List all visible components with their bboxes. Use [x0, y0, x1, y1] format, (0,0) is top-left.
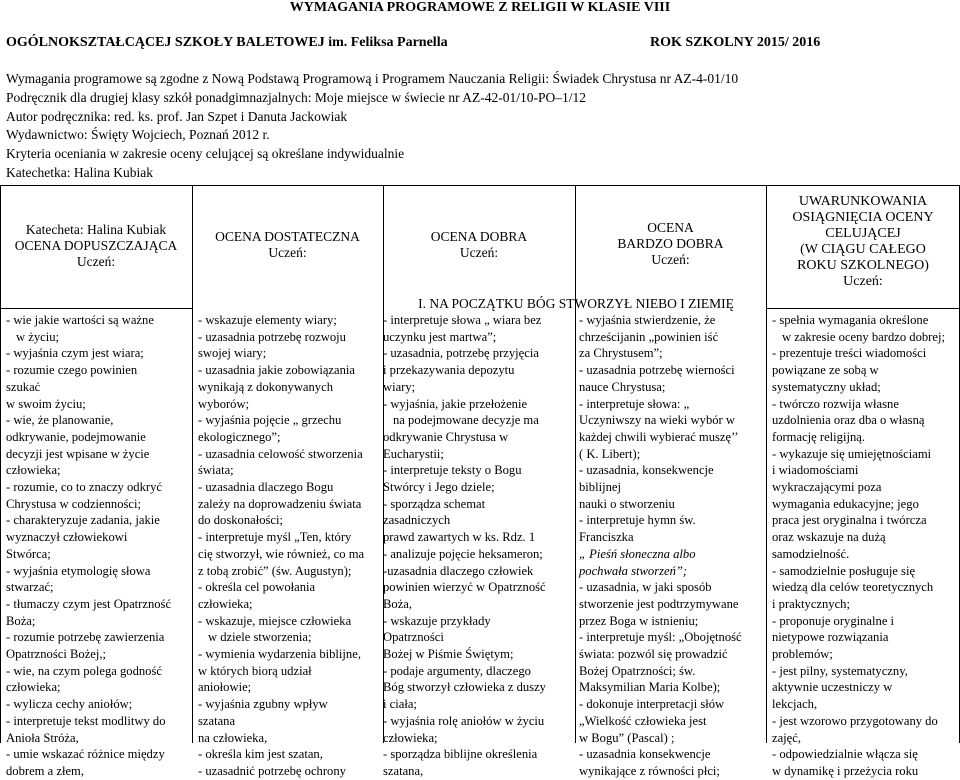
- cell-line: wynikające z równości płci;: [579, 763, 720, 778]
- header-conditions: ROKU SZKOLNEGO): [797, 258, 929, 273]
- column-celujaca: [772, 312, 957, 780]
- cell-line: w zakresie oceny bardzo dobrej;: [782, 329, 945, 344]
- info-line-textbook: Podręcznik dla drugiej klasy szkół ponadgimnazjalnych: Moje miejsce w świecie nr AZ-42-01/10-PO–1/12: [6, 89, 586, 105]
- cell-line: odkrywanie Chrystusa w: [383, 429, 509, 444]
- table-border: [575, 186, 576, 743]
- cell-line: - uzasadnia, w jaki sposób: [579, 580, 712, 595]
- cell-line: ( K. Libert);: [579, 446, 641, 461]
- cell-line: wynikają z dokonywanych: [198, 379, 333, 394]
- table-border: [192, 186, 193, 743]
- document-title: WYMAGANIA PROGRAMOWE Z RELIGII W KLASIE VIII: [289, 0, 671, 15]
- cell-line: - wykazuje się umiejętnościami: [772, 446, 932, 461]
- section-heading: I. NA POCZĄTKU BÓG STWORZYŁ NIEBO I ZIEMIĘ: [418, 296, 734, 311]
- cell-line: - wyjaśnia czym jest wiara;: [6, 346, 144, 361]
- cell-line: wyznaczył człowiekowi: [6, 530, 128, 545]
- cell-line: stwarzać;: [6, 580, 54, 595]
- cell-line: Bożej Opatrzności; św.: [579, 663, 696, 678]
- cell-line: wiary;: [383, 379, 416, 394]
- cell-line: chrześcijanin „powinien iść: [579, 329, 719, 344]
- cell-line: - interpretuje słowa „ wiara bez: [383, 313, 542, 327]
- cell-line: biblijnej: [579, 480, 621, 495]
- cell-line: - prezentuje treści wiadomości: [772, 346, 927, 361]
- cell-line: aniołowie;: [198, 680, 252, 695]
- cell-line: - charakteryzuje zadania, jakie: [6, 513, 160, 528]
- cell-line: - umie wskazać różnice między: [6, 747, 165, 762]
- cell-line: dobrem a złem,: [6, 763, 84, 778]
- cell-line: wiedzą dla celów teoretycznych: [772, 580, 934, 595]
- cell-line: Opatrzności: [383, 630, 444, 645]
- info-line-teacher: Katechetka: Halina Kubiak: [6, 164, 153, 180]
- cell-line: Uczyniwszy na wieki wybór w: [579, 413, 735, 428]
- info-line-program: Wymagania programowe są zgodne z Nową Podstawą Programową i Programem Nauczania Religii: Świadek Chrystusa nr AZ-4-01/10: [6, 71, 739, 86]
- header-student: Uczeń:: [651, 252, 690, 267]
- column-dopuszczajaca: [6, 312, 191, 780]
- cell-line: - wyjaśnia pojęcie „ grzechu: [198, 413, 342, 428]
- cell-line: pochwała stworzeń”;: [579, 563, 688, 578]
- cell-line: praca jest oryginalna i twórcza: [772, 513, 927, 528]
- info-line-author: Autor podręcznika: red. ks. prof. Jan Szpet i Danuta Jackowiak: [6, 108, 348, 124]
- header-grade: BARDZO DOBRA: [617, 236, 724, 251]
- header-conditions: (W CIĄGU CAŁEGO: [800, 242, 926, 257]
- cell-line: - interpretuje słowa: „: [579, 396, 690, 411]
- cell-line: - podaje argumenty, dlaczego: [383, 663, 531, 678]
- info-line-criteria: Kryteria oceniania w zakresie oceny celującej są określane indywidualnie: [6, 146, 405, 162]
- cell-line: Chrystusa w codzienności;: [6, 496, 142, 511]
- cell-line: - uzasadnia potrzebę rozwoju: [198, 329, 346, 344]
- cell-line: cię stworzył, wie również, co ma: [198, 546, 365, 561]
- cell-line: Franciszka: [579, 530, 634, 545]
- column-dobra: [383, 312, 573, 780]
- cell-line: ekologicznego”;: [198, 429, 281, 444]
- cell-line: - wie, że planowanie,: [6, 413, 114, 428]
- header-cell-celujaca: [766, 194, 960, 290]
- header-grade: OCENA DOSTATECZNA: [215, 229, 360, 244]
- cell-line: człowieka;: [6, 680, 61, 695]
- cell-line: formację religijną.: [772, 429, 866, 444]
- cell-line: uczynku jest martwa”;: [383, 329, 497, 344]
- cell-line: nietypowe rozwiązania: [772, 630, 889, 645]
- header-student: Uczeń:: [459, 245, 499, 260]
- cell-line: w których biorą udział: [198, 663, 312, 678]
- cell-line: odkrywanie, podejmowanie: [6, 429, 146, 444]
- cell-line: - wyjaśnia zgubny wpływ: [198, 697, 328, 712]
- cell-line: szatana: [198, 713, 236, 728]
- cell-line: - interpretuje teksty o Bogu: [383, 463, 522, 478]
- cell-line: Boża;: [6, 613, 36, 628]
- cell-line: - rozumie potrzebę zawierzenia: [6, 630, 165, 645]
- cell-line: każdej chwili wybierać muszę’’: [579, 429, 739, 444]
- header-grade: OCENA DOBRA: [430, 229, 528, 244]
- cell-line: prawd zawartych w ks. Rdz. 1: [383, 530, 536, 545]
- cell-line: samodzielność.: [772, 546, 850, 561]
- cell-line: - analizuje pojęcie heksameron;: [383, 546, 543, 561]
- cell-line: lekcjach,: [772, 697, 818, 712]
- cell-line: - sporządza biblijne określenia: [383, 747, 538, 762]
- cell-line: - określa kim jest szatan,: [198, 747, 323, 762]
- cell-line: - wie jakie wartości są ważne: [6, 313, 154, 327]
- cell-line: systematyczny układ;: [772, 379, 881, 394]
- cell-line: zależy na doprowadzeniu świata: [198, 496, 362, 511]
- cell-line: szukać: [6, 379, 41, 394]
- cell-line: człowieka;: [198, 596, 253, 611]
- cell-line: w dziele stworzenia;: [208, 630, 312, 645]
- cell-line: z tobą zrobić” (św. Augustyn);: [198, 563, 352, 578]
- header-cell-bardzo-dobra: [575, 220, 766, 268]
- cell-line: człowieka;: [6, 463, 61, 478]
- cell-line: - odpowiedzialnie włącza się: [772, 747, 918, 762]
- cell-line: i praktycznych;: [772, 596, 850, 611]
- cell-line: - twórczo rozwija własne: [772, 396, 899, 411]
- cell-line: - rozumie, co to znaczy odkryć: [6, 480, 162, 495]
- cell-line: na podejmowane decyzje ma: [393, 413, 539, 428]
- header-student: Uczeń:: [843, 274, 883, 289]
- cell-line: Stwórcy i Jego dziele;: [383, 480, 495, 495]
- info-line-publisher: Wydawnictwo: Święty Wojciech, Poznań 2012 r.: [6, 127, 270, 143]
- cell-line: wyborów;: [198, 396, 250, 411]
- cell-line: zajęć,: [772, 730, 802, 745]
- cell-line: - interpretuje hymn św.: [579, 513, 696, 528]
- header-cell-dostateczna: [192, 229, 383, 261]
- cell-line: problemów;: [772, 647, 833, 662]
- cell-line: uzdolnienia oraz dba o własną: [772, 413, 925, 428]
- cell-line: wykraczającymi poza: [772, 480, 882, 495]
- column-dostateczna: [198, 312, 376, 780]
- cell-line: i ciała;: [383, 697, 417, 712]
- cell-line: - wyjaśnia stwierdzenie, że: [579, 313, 716, 327]
- cell-line: Bóg stworzył człowieka z duszy: [383, 680, 546, 695]
- header-cell-dopuszczajaca: [0, 222, 192, 270]
- cell-line: - jest wzorowo przygotowany do: [772, 713, 938, 728]
- header-conditions: OSIĄGNIĘCIA OCENY: [792, 210, 934, 225]
- header-student: Uczeń:: [76, 254, 116, 269]
- cell-line: - uzasadnia, potrzebę przyjęcia: [383, 346, 539, 361]
- cell-line: - wskazuje przykłady: [383, 613, 491, 628]
- cell-line: Opatrzności Bożej,;: [6, 647, 107, 662]
- header-grade: OCENA DOPUSZCZAJĄCA: [14, 238, 178, 253]
- cell-line: aktywnie uczestniczy w: [772, 680, 893, 695]
- cell-line: i przekazywania depozytu: [383, 363, 515, 378]
- cell-line: w swoim życiu;: [6, 396, 86, 411]
- cell-line: Boża,: [383, 596, 413, 611]
- header-student: Uczeń:: [268, 245, 307, 260]
- cell-line: - uzasadnia celowość stworzenia: [198, 446, 363, 461]
- cell-line: - spełnia wymagania określone: [772, 313, 929, 327]
- cell-line: - jest pilny, systematyczny,: [772, 663, 908, 678]
- cell-line: - wymienia wydarzenia biblijne,: [198, 647, 361, 662]
- cell-line: - określa cel powołania: [198, 580, 316, 595]
- cell-line: i wiadomościami: [772, 463, 859, 478]
- cell-line: - sporządza schemat: [383, 496, 486, 511]
- school-name: OGÓLNOKSZTAŁCĄCEJ SZKOŁY BALETOWEJ im. Feliksa Parnella: [6, 35, 448, 50]
- header-grade: OCENA: [647, 220, 694, 235]
- cell-line: -uzasadnia dlaczego człowiek: [383, 563, 534, 578]
- cell-line: - uzasadnia jakie zobowiązania: [198, 363, 355, 378]
- cell-line: Maksymilian Maria Kolbe);: [579, 680, 721, 695]
- cell-line: - tłumaczy czym jest Opatrzność: [6, 596, 172, 611]
- cell-line: - wie, na czym polega godność: [6, 663, 162, 678]
- cell-line: - uzasadnia, konsekwencje: [579, 463, 714, 478]
- cell-line: powiązane ze sobą w: [772, 363, 879, 378]
- cell-line: świata;: [198, 463, 234, 478]
- cell-line: powinien wierzyć w Opatrzność: [383, 580, 546, 595]
- table-border: [0, 308, 192, 309]
- document-info: [6, 70, 738, 183]
- cell-line: „Wielkość człowieka jest: [579, 713, 707, 728]
- column-bardzo-dobra: [579, 312, 759, 780]
- cell-line: - wskazuje, miejsce człowieka: [198, 613, 352, 628]
- cell-line: wymagania edukacyjne; jego: [772, 496, 919, 511]
- cell-line: nauce Chrystusa;: [579, 379, 666, 394]
- cell-line: - uzasadnia potrzebę wierności: [579, 363, 735, 378]
- cell-line: Bożej w Piśmie Świętym;: [383, 647, 514, 662]
- cell-line: zasadniczych: [383, 513, 451, 528]
- cell-line: Anioła Stróża,: [6, 730, 79, 745]
- requirements-table: [0, 185, 960, 778]
- cell-line: stworzenie jest podtrzymywane: [579, 596, 739, 611]
- cell-line: - uzasadnia dlaczego Bogu: [198, 480, 334, 495]
- cell-line: - wyjaśnia, jakie przełożenie: [383, 396, 528, 411]
- cell-line: w życiu;: [16, 329, 60, 344]
- cell-line: w dynamikę i przeżycia roku: [772, 763, 919, 778]
- cell-line: Eucharystii;: [383, 446, 444, 461]
- cell-line: przez Boga w istnieniu;: [579, 613, 699, 628]
- cell-line: - interpretuje myśl „Ten, który: [198, 530, 352, 545]
- cell-line: człowieka;: [383, 730, 438, 745]
- cell-line: - wylicza cechy aniołów;: [6, 697, 133, 712]
- cell-line: - samodzielnie posługuje się: [772, 563, 916, 578]
- school-year: ROK SZKOLNY 2015/ 2016: [650, 35, 821, 50]
- cell-line: - uzasadnić potrzebę ochrony: [198, 763, 346, 778]
- cell-line: - rozumie czego powinien: [6, 363, 138, 378]
- header-conditions: CELUJĄCEJ: [825, 226, 901, 241]
- cell-line: - wyjaśnia rolę aniołów w życiu: [383, 713, 545, 728]
- cell-line: w Bogu” (Pascal) ;: [579, 730, 675, 745]
- header-teacher: Katecheta: Halina Kubiak: [25, 222, 167, 237]
- cell-line: świata: pozwól się prowadzić: [579, 647, 728, 662]
- cell-line: decyzji jest wpisane w życie: [6, 446, 150, 461]
- cell-line: - interpretuje myśl: „Obojętność: [579, 630, 742, 645]
- header-conditions: UWARUNKOWANIA: [798, 194, 928, 209]
- cell-line: szatana,: [383, 763, 424, 778]
- cell-line: - wyjaśnia etymologię słowa: [6, 563, 151, 578]
- cell-line: - dokonuje interpretacji słów: [579, 697, 725, 712]
- cell-line: - uzasadnia konsekwencje: [579, 747, 711, 762]
- cell-line: - wskazuje elementy wiary;: [198, 313, 337, 327]
- cell-line: za Chrystusem”;: [579, 346, 663, 361]
- cell-line: oraz wskazuje na dużą: [772, 530, 886, 545]
- cell-line: na człowieka,: [198, 730, 268, 745]
- cell-line: „ Pieśń słoneczna albo: [579, 546, 696, 561]
- cell-line: nauki o stworzeniu: [579, 496, 675, 511]
- cell-line: Stwórca;: [6, 546, 51, 561]
- cell-line: swojej wiary;: [198, 346, 267, 361]
- header-cell-dobra: [383, 229, 575, 261]
- cell-line: do doskonałości;: [198, 513, 284, 528]
- cell-line: - interpretuje tekst modlitwy do: [6, 713, 166, 728]
- cell-line: - proponuje oryginalne i: [772, 613, 895, 628]
